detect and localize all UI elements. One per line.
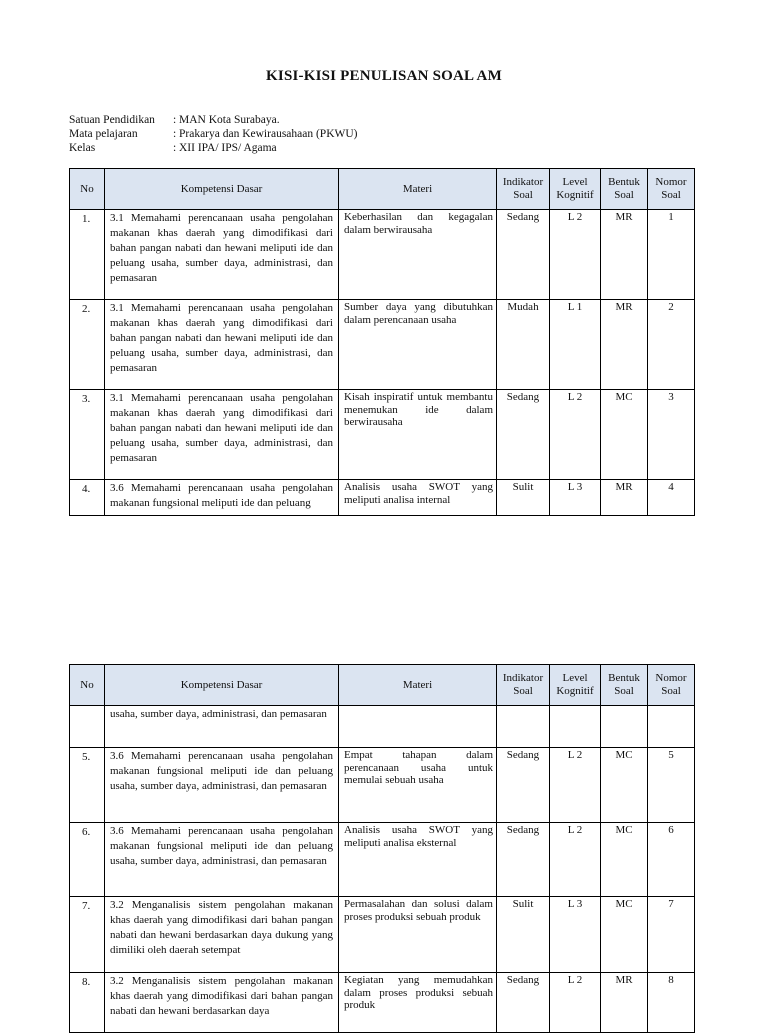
cell-nomor: 2	[648, 300, 695, 390]
cell-nomor: 8	[648, 973, 695, 1033]
cell-kompetensi-dasar: usaha, sumber daya, administrasi, dan pemasaran	[105, 706, 339, 748]
cell-nomor: 6	[648, 823, 695, 897]
cell-nomor: 5	[648, 748, 695, 823]
cell-bentuk: MR	[601, 973, 648, 1033]
cell-indikator: Sedang	[497, 210, 550, 300]
cell-kompetensi-dasar: 3.6 Memahami perencanaan usaha pengolahan makanan fungsional meliputi ide dan peluang usaha, sumber daya, administrasi, dan pemasaran	[105, 748, 339, 823]
cell-level: L 2	[550, 823, 601, 897]
cell-no: 3.	[70, 390, 105, 480]
cell-bentuk	[601, 706, 648, 748]
header-indikator-soal: Indikator Soal	[497, 169, 550, 210]
header-materi: Materi	[339, 665, 497, 706]
document-title: KISI-KISI PENULISAN SOAL AM	[266, 68, 502, 84]
meta-label: Mata pelajaran	[69, 128, 138, 140]
cell-no: 1.	[70, 210, 105, 300]
meta-value: MAN Kota Surabaya.	[179, 114, 280, 126]
cell-no: 5.	[70, 748, 105, 823]
cell-indikator: Sedang	[497, 823, 550, 897]
cell-nomor: 3	[648, 390, 695, 480]
cell-level: L 3	[550, 480, 601, 516]
header-level-kognitif: Level Kognitif	[550, 665, 601, 706]
cell-no: 4.	[70, 480, 105, 516]
meta-colon: :	[173, 128, 177, 140]
table-row	[70, 748, 695, 823]
cell-level: L 2	[550, 390, 601, 480]
header-kompetensi-dasar: Kompetensi Dasar	[105, 665, 339, 706]
cell-indikator: Mudah	[497, 300, 550, 390]
cell-no	[70, 706, 105, 748]
cell-bentuk: MR	[601, 300, 648, 390]
header-materi: Materi	[339, 169, 497, 210]
cell-kompetensi-dasar: 3.1 Memahami perencanaan usaha pengolahan makanan khas daerah yang dimodifikasi dari bahan pangan nabati dan hewani meliputi ide dan peluang usaha, sumber daya, administrasi, dan pemasaran	[105, 210, 339, 300]
cell-materi: Permasalahan dan solusi dalam proses produksi sebuah produk	[339, 897, 497, 973]
cell-kompetensi-dasar: 3.2 Menganalisis sistem pengolahan makanan khas daerah yang dimodifikasi dari bahan pangan nabati dan hewani berdasarkan daya dukung yang dimiliki oleh daerah setempat	[105, 897, 339, 973]
cell-bentuk: MC	[601, 823, 648, 897]
cell-materi	[339, 706, 497, 748]
cell-level: L 1	[550, 300, 601, 390]
cell-bentuk: MC	[601, 390, 648, 480]
cell-level	[550, 706, 601, 748]
cell-indikator: Sedang	[497, 973, 550, 1033]
cell-materi: Keberhasilan dan kegagalan dalam berwirausaha	[339, 210, 497, 300]
cell-bentuk: MC	[601, 897, 648, 973]
cell-kompetensi-dasar: 3.1 Memahami perencanaan usaha pengolahan makanan khas daerah yang dimodifikasi dari bahan pangan nabati dan hewani meliputi ide dan peluang usaha, sumber daya, administrasi, dan pemasaran	[105, 390, 339, 480]
cell-indikator: Sulit	[497, 480, 550, 516]
cell-nomor: 7	[648, 897, 695, 973]
document-meta	[69, 113, 358, 155]
table-row-continuation	[70, 706, 695, 748]
cell-indikator: Sedang	[497, 390, 550, 480]
header-nomor-soal: Nomor Soal	[648, 665, 695, 706]
cell-kompetensi-dasar: 3.2 Menganalisis sistem pengolahan makanan khas daerah yang dimodifikasi dari bahan pangan nabati dan hewani berdasarkan daya	[105, 973, 339, 1033]
meta-row-kelas	[69, 141, 358, 155]
cell-level: L 2	[550, 973, 601, 1033]
meta-label: Kelas	[69, 142, 96, 154]
header-no: No	[70, 665, 105, 706]
kisi-table-page-1	[69, 168, 695, 516]
cell-nomor	[648, 706, 695, 748]
table-row	[70, 210, 695, 300]
cell-level: L 3	[550, 897, 601, 973]
cell-materi: Sumber daya yang dibutuhkan dalam perencanaan usaha	[339, 300, 497, 390]
cell-kompetensi-dasar: 3.1 Memahami perencanaan usaha pengolahan makanan khas daerah yang dimodifikasi dari bahan pangan nabati dan hewani meliputi ide dan peluang usaha, sumber daya, administrasi, dan pemasaran	[105, 300, 339, 390]
header-nomor-soal: Nomor Soal	[648, 169, 695, 210]
cell-kompetensi-dasar: 3.6 Memahami perencanaan usaha pengolahan makanan fungsional meliputi ide dan peluang	[105, 480, 339, 516]
meta-row-mapel	[69, 127, 358, 141]
cell-no: 7.	[70, 897, 105, 973]
cell-nomor: 4	[648, 480, 695, 516]
cell-materi: Analisis usaha SWOT yang meliputi analisa eksternal	[339, 823, 497, 897]
cell-materi: Analisis usaha SWOT yang meliputi analisa internal	[339, 480, 497, 516]
table-row	[70, 480, 695, 516]
cell-materi: Kisah inspiratif untuk membantu menemukan ide dalam berwirausaha	[339, 390, 497, 480]
header-kompetensi-dasar: Kompetensi Dasar	[105, 169, 339, 210]
meta-colon: :	[173, 114, 177, 126]
header-bentuk-soal: Bentuk Soal	[601, 169, 648, 210]
header-indikator-soal: Indikator Soal	[497, 665, 550, 706]
cell-bentuk: MR	[601, 210, 648, 300]
cell-no: 8.	[70, 973, 105, 1033]
meta-colon: :	[173, 142, 177, 154]
table-row	[70, 823, 695, 897]
cell-level: L 2	[550, 210, 601, 300]
cell-no: 6.	[70, 823, 105, 897]
meta-value: XII IPA/ IPS/ Agama	[179, 142, 277, 154]
meta-label: Satuan Pendidikan	[69, 114, 155, 126]
meta-row-satuan	[69, 113, 358, 127]
cell-materi: Kegiatan yang memudahkan dalam proses produksi sebuah produk	[339, 973, 497, 1033]
header-bentuk-soal: Bentuk Soal	[601, 665, 648, 706]
cell-level: L 2	[550, 748, 601, 823]
cell-indikator: Sedang	[497, 748, 550, 823]
cell-no: 2.	[70, 300, 105, 390]
meta-value: Prakarya dan Kewirausahaan (PKWU)	[179, 128, 358, 140]
table-header-row	[70, 665, 695, 706]
header-level-kognitif: Level Kognitif	[550, 169, 601, 210]
cell-bentuk: MC	[601, 748, 648, 823]
table-row	[70, 300, 695, 390]
cell-bentuk: MR	[601, 480, 648, 516]
kisi-table-page-2	[69, 664, 695, 1033]
header-no: No	[70, 169, 105, 210]
cell-materi: Empat tahapan dalam perencanaan usaha untuk memulai sebuah usaha	[339, 748, 497, 823]
table-row	[70, 390, 695, 480]
cell-kompetensi-dasar: 3.6 Memahami perencanaan usaha pengolahan makanan fungsional meliputi ide dan peluang usaha, sumber daya, administrasi, dan pemasaran	[105, 823, 339, 897]
cell-indikator	[497, 706, 550, 748]
table-row	[70, 897, 695, 973]
table-header-row	[70, 169, 695, 210]
cell-nomor: 1	[648, 210, 695, 300]
cell-indikator: Sulit	[497, 897, 550, 973]
